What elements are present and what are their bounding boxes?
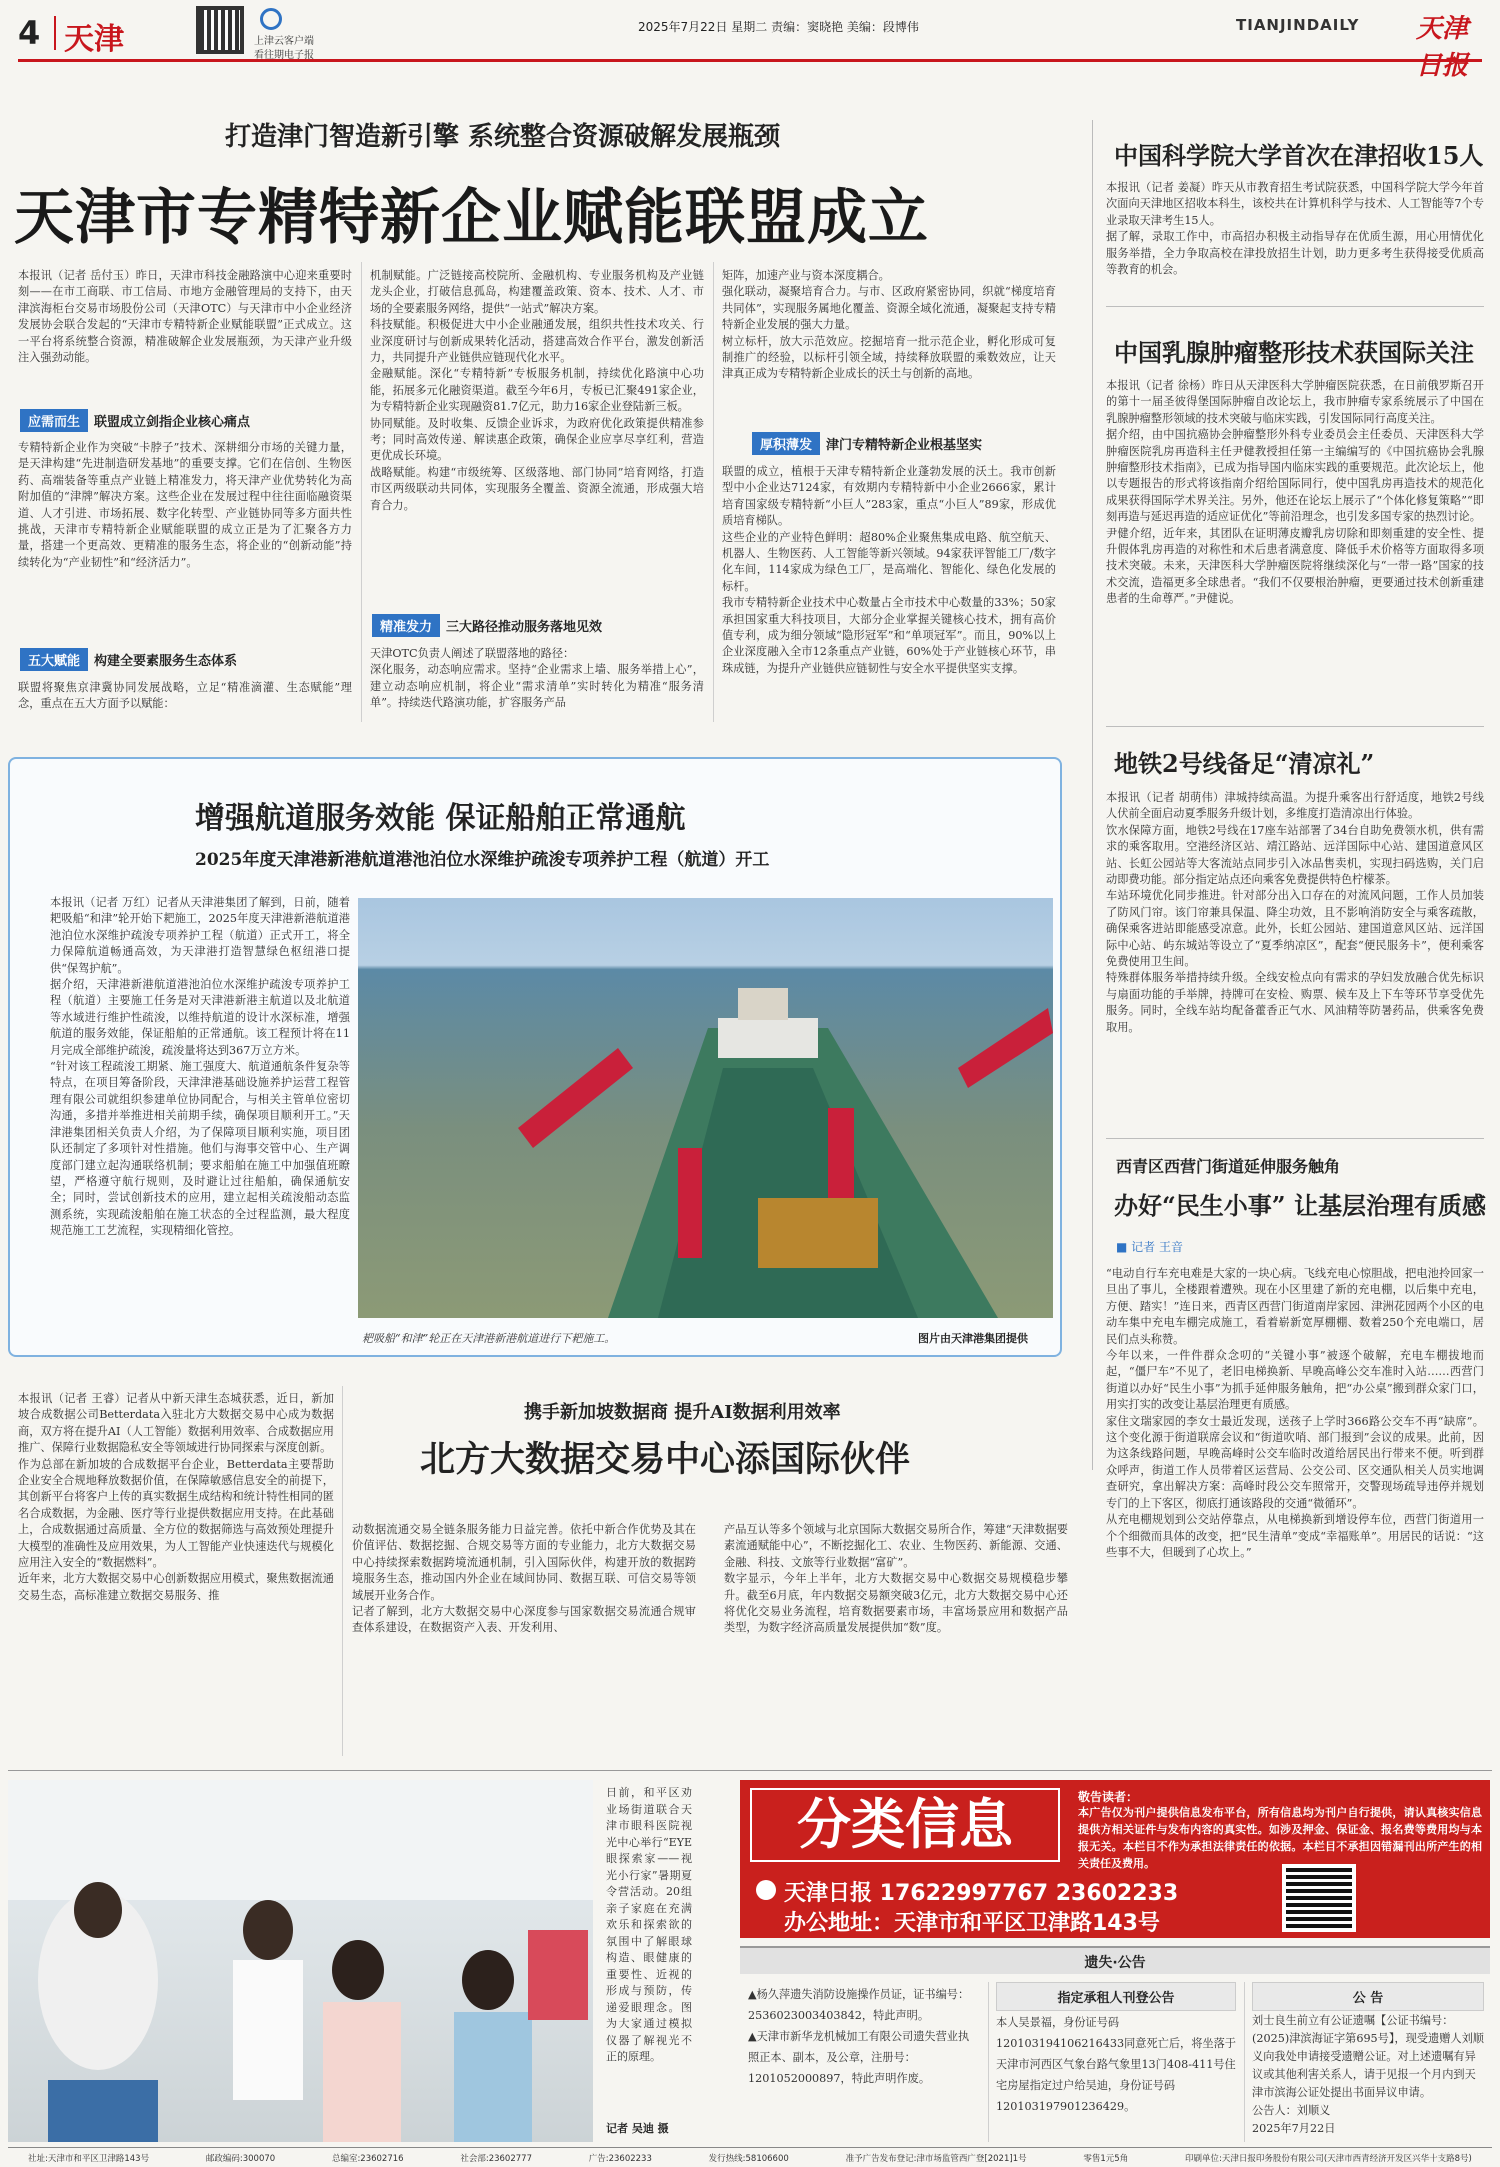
lead-subhead-3: 精准发力 三大路径推动服务落地见效 — [372, 614, 602, 637]
subhead-tag: 五大赋能 — [20, 648, 88, 671]
bigdata-col2: 动数据流通交易全链条服务能力日益完善。依托中新合作优势及其在价值评估、数据挖掘、合规交易等方面的专业能力，北方大数据交易中心持续探索数据跨境流通机制，引入国际伙伴，构建开放的数据跨境服务生态，推动国内外企业在域间协同、数据互联、可信交易等领域展开业务合作。 记者了解到，北方大数据交易中心深度参与国家数据交易流通合规审查体系建设，在数据资产入表、开发利用、 — [352, 1523, 696, 1635]
right2-body: 本报讯（记者 徐杨）昨日从天津医科大学肿瘤医院获悉，在日前俄罗斯召开的第十一届圣彼得堡国际肿瘤自改论坛上，我市肿瘤专家系统展示了中国在乳腺肿瘤整形领域的技术突破与临床实践，引发国际同行高度关注。 据介绍，由中国抗癌协会肿瘤整形外科专业委员会主任委员、天津医科大学肿瘤医院乳房再造科主任尹健教授担任第一主编编写的《中国抗癌协会乳腺肿瘤整形技术指南》，已成为指导国内临床实践的重要规范。此次论坛上，他以专题报告的形式将该指南介绍给国际同行，使中国乳房再造技术的规范化成果获得国际学术界关注。另外，他还在论坛上展示了“个体化修复策略”“即刻再造与延迟再造的适应证优化”等前沿理念，也引发多国专家的热烈讨论。 尹健介绍，近年来，其团队在证明薄皮瓣乳房切除和即刻重建的安全性、提升假体乳房再造的对称性和术后患者满意度、降低手术价格等方面取得多项技术突破。未来，天津医科大学肿瘤医院将继续深化与“一带一路”国家的技术交流，造福更多全球患者。“我们不仅要根治肿瘤，更要通过技术创新重建患者的生命尊严。”尹健说。 — [1106, 379, 1484, 606]
photo2-byline: 记者 吴迪 摄 — [606, 2122, 669, 2135]
phone-icon — [756, 1880, 776, 1900]
lead-col1-intro: 本报讯（记者 岳付玉）昨日，天津市科技金融路演中心迎来重要时刻——在市工商联、市工信局、市地方金融管理局的支持下，由天津滨海柜台交易市场股份公司（天津OTC）与天津市中小企业经济发展协会联合发起的“天津市专精特新企业赋能联盟”正式成立。这一平台将系统整合资源，精准破解企业发展瓶颈，为天津产业升级注入强劲动能。 — [18, 269, 352, 365]
lead-col3-body: 矩阵，加速产业与资本深度耦合。 强化联动，凝聚培育合力。与市、区政府紧密协同，织就“梯度培育共同体”，实现服务属地化覆盖、资源全域化流通，凝聚起支持专精特新企业发展的强大力量。 树立标杆，放大示范效应。挖掘培育一批示范企业，孵化形成可复制推广的经验，以标杆引领全域，持续释放联盟的乘数效应，让天津真正成为专精特新企业成长的沃土与创新的高地。 — [722, 269, 1056, 381]
qr-caption-2: 看往期电子报 — [254, 50, 314, 61]
page-footer — [8, 2147, 1492, 2167]
address-line: 办公地址：天津市和平区卫津路143号 — [784, 1911, 1160, 1936]
bigdata-col3: 产品互认等多个领域与北京国际大数据交易所合作，筹建“天津数据要素流通赋能中心”，不断挖掘化工、农业、生物医药、新能源、交通、金融、科技、文旅等行业数据“富矿”。 数字显示，今年上半年，北方大数据交易中心数据交易规模稳步攀升。截至6月底，年内数据交易额突破3亿元，北方大数据交易中心还将优化交易业务流程，培育数据要素市场，丰富场景应用和数据产品类型，为数字经济高质量发展提供加“数”度。 — [724, 1523, 1068, 1635]
notice-text: 本广告仅为刊户提供信息发布平台，所有信息均为刊户自行提供，请认真核实信息提供方相关证件与发布内容的真实性。如涉及押金、保证金、报名费等费用均与本报无关。本栏目不作为承担法律责任的依据。本栏目不承担因错漏刊出所产生的相关责任及费用。 — [1078, 1806, 1482, 1870]
lead-col1-tail: 联盟将聚焦京津冀协同发展战略，立足“精准滴灌、生态赋能”理念，重点在五大方面予以赋能： — [18, 681, 352, 711]
right3-body: 本报讯（记者 胡萌伟）津城持续高温。为提升乘客出行舒适度，地铁2号线人伏前全面启动夏季服务升级计划，多维度打造清凉出行体验。 饮水保障方面，地铁2号线在17座车站部署了34台自助免费领水机，供有需求的乘客取用。空港经济区站、靖江路站、远洋国际中心站、建国道意风区站、长虹公园站等大客流站点同步引入冰品售卖机，实现扫码选购，关门启动即费功能。部分指定站点还向乘客免费提供特色柠檬茶。 车站环境优化同步推进。针对部分出入口存在的对流风问题，工作人员加装了防风门帘。该门帘兼具保温、降尘功效，且不影响消防安全与乘客疏散，确保乘客进站即能感受凉意。此外，长虹公园站、建国道意风区站、远洋国际中心站、屿东城站等设立了“夏季纳凉区”，配套“便民服务卡”，便利乘客免费使用卫生间。 特殊群体服务举措持续升级。全线安检点向有需求的孕妇发放融合优先标识与扇面功能的手举牌，持牌可在安检、购票、候车及上下车等环节享受优先服务。同时，全线车站均配备藿香正气水、风油精等防暑药品，供乘客免费取用。 — [1106, 791, 1484, 1034]
lead-col2-body: 机制赋能。广泛链接高校院所、金融机构、专业服务机构及产业链龙头企业，打破信息孤岛，构建覆盖政策、资本、技术、人才、市场的全要素服务网络，提供“一站式”解决方案。 科技赋能。积极促进大中小企业融通发展，组织共性技术攻关、行业深度研讨与创新成果转化活动，搭建高效合作平台，激发创新活力，共同提升产业链供应链现代化水平。 金融赋能。深化“专精特新”专板服务机制，持续优化路演中心功能，拓展多元化融资渠道。截至今年6月，专板已汇聚491家企业，为专精特新企业实现融资81.7亿元，助力16家企业登陆新三板。 协同赋能。及时收集、反馈企业诉求，为政府优化政策提供精准参考；同时高效传递、解读惠企政策，确保企业应享尽享红利，营造更优成长环境。 战略赋能。构建“市级统筹、区级落地、部门协同”培育网络，打造市区两级联动共同体，实现服务全覆盖、资源全流通，形成强大培育合力。 — [370, 269, 704, 512]
right4-headline: 办好“民生小事” 让基层治理有质感 — [1114, 1191, 1486, 1220]
footer-item: 社址:天津市和平区卫津路143号 — [28, 2153, 150, 2164]
qr-caption-1: 上津云客户端 — [254, 36, 314, 47]
dredger-ship-icon — [358, 898, 1053, 1318]
lead-kicker: 打造津门智造新引擎 系统整合资源破解发展瓶颈 — [225, 122, 781, 152]
children-photo-icon — [8, 1780, 593, 2142]
lead-col3-tail: 联盟的成立，植根于天津专精特新企业蓬勃发展的沃土。我市创新型中小企业达7124家，有效期内专精特新中小企业2666家，累计培育国家级专精特新“小巨人”283家，重点“小巨人”89家，形成优质培育梯队。 这些企业的产业特色鲜明：超80%企业聚焦集成电路、航空航天、机器人、生物医药、人工智能等新兴领域。94家获评智能工厂/数字化车间，114家成为绿色工厂，是高端化、智能化、绿色化发展的标杆。 我市专精特新企业技术中心数量占全市技术中心数量的33%；50家承担国家重大科技项目，大部分企业掌握关键核心技术，拥有高价值专利，成为细分领域“隐形冠军”和“单项冠军”。而且，90%以上企业深度融入全市12条重点产业链，60%处于产业链核心环节，串珠成链，为提升产业链供应链韧性与安全水平提供坚实支撑。 — [722, 465, 1056, 675]
footer-item: 零售1元5角 — [1083, 2153, 1129, 2164]
footer-item: 邮政编码:300070 — [205, 2153, 276, 2164]
footer-item: 发行热线:58106600 — [708, 2153, 789, 2164]
right4-kicker: 西青区西营门街道延伸服务触角 — [1116, 1157, 1341, 1176]
feature-subhead: 2025年度天津港新港航道港池泊位水深维护疏浚专项养护工程（航道）开工 — [195, 850, 770, 870]
paper-logo: 天津日报 — [1416, 14, 1469, 81]
page-number: 4 — [18, 14, 41, 52]
lead-headline: 天津市专精特新企业赋能联盟成立 — [14, 183, 929, 253]
right4-body: “电动自行车充电难是大家的一块心病。飞线充电心惊胆战，把电池拎回家一旦出了事儿，全楼跟着遭殃。现在小区里建了新的充电棚，以后集中充电，方便、踏实！”连日来，西青区西营门街道南岸家园、津洲花园两个小区的电动车集中充电车棚完成施工，看着崭新宽厚棚棚、数着250个充电端口，居民们点头称赞。 今年以来，一件件群众念叨的“关键小事”被逐个破解，充电车棚拔地而起，“僵尸车”不见了，老旧电梯换新、早晚高峰公交车准时入站……西营门街道以办好“民生小事”为抓手延伸服务触角，把“办公桌”搬到群众家门口，用实打实的改变让基层治理更有质感。 家住文瑞家园的李女士最近发现，送孩子上学时366路公交车不再“缺席”。这个变化源于街道联席会议和“街道吹哨、部门报到”会议的成果。此前，因为这条线路问题，早晚高峰时公交车临时改道给居民出行带来不便。听到群众呼声，街道工作人员带着区运营局、公交公司、区交通队相关人员实地调查研究，拿出解决方案：高峰时段公交车照常开，交警现场疏导违停并规划专门的上下客区，彻底打通该路段的交通“微循环”。 从充电棚规划到公交站停靠点，从电梯换新到增设停车位，西营门街道用一个个细微而具体的改变，把“民生清单”变成“幸福账单”。用居民的话说：“这些事不大，但暖到了心坎上。” — [1106, 1267, 1484, 1559]
lease-notice: 本人吴景福，身份证号码120103194106216433同意死亡后，将坐落于天津市河西区气象台路气象里13门408-411号住宅房屋指定过户给吴迪，身份证号码120103197901236429。 — [996, 2016, 1236, 2113]
lost-ads: ▲杨久萍遗失消防设施操作员证，证书编号：2536023003403842，特此声明。 ▲天津市新华龙机械加工有限公司遗失营业执照正本、副本，及公章，注册号：1201052000897，特此声明作废。 — [748, 1988, 970, 2085]
will-notice: 刘士良生前立有公证遗嘱【公证书编号：(2025)津滨海证字第695号】，现受遗赠人刘顺义向我处申请接受遗赠公证。对上述遗嘱有异议或其他利害关系人，请于见报一个月内到天津市滨海公证处提出书面异议申请。 公告人：刘顺义 2025年7月22日 — [1252, 2014, 1484, 2135]
footer-item: 准予广告发布登记:津市场监管西广登[2021]1号 — [845, 2153, 1027, 2164]
photo-caption: 耙吸船“和津”轮正在天津港新港航道进行下耙施工。 — [362, 1332, 616, 1345]
ad-heading: 指定承租人刊登公告 — [996, 1982, 1236, 2011]
footer-item: 印刷单位:天津日报印务股份有限公司(天津市西青经济开发区兴华十支路8号) — [1184, 2153, 1472, 2164]
right3-headline: 地铁2号线备足“清凉礼” — [1114, 749, 1375, 778]
footer-item: 广告:23602233 — [588, 2153, 652, 2164]
footer-item: 总编室:23602716 — [331, 2153, 404, 2164]
classified-qr-code-icon[interactable] — [1282, 1864, 1356, 1932]
photo-credit: 图片由天津港集团提供 — [918, 1332, 1028, 1345]
lead-col1-body: 专精特新企业作为突破“卡脖子”技术、深耕细分市场的关键力量，是天津构建“先进制造研发基地”的重要支撑。它们在信创、生物医药、高端装备等重点产业链上精准发力，将天津产业优势转化为高附加值的“津牌”解决方案。这些企业在发展过程中往往面临融资渠道、人才引进、市场拓展、数字化转型、产业链协同等多方面共性挑战，天津市专精特新企业赋能联盟的成立正是为了汇聚各方力量，搭建一个更高效、更精准的服务生态，将企业的“创新动能”持续转化为“产业韧性”和“经济活力”。 — [18, 441, 352, 569]
lost-notice-bar: 遗失·公告 — [740, 1946, 1490, 1974]
lead-subhead-1: 应需而生 联盟成立剑指企业核心痛点 — [20, 409, 250, 432]
lead-col2-tail: 天津OTC负责人阐述了联盟落地的路径： 深化服务，动态响应需求。坚持“企业需求上墙、服务举措上心”，建立动态响应机制，将企业“需求清单”实时转化为精准“服务清单”。持续迭代路演功能，扩容服务产品 — [370, 647, 704, 710]
right2-headline: 中国乳腺肿瘤整形技术获国际关注 — [1114, 338, 1474, 367]
header-divider — [54, 16, 56, 50]
photo2-caption: 日前，和平区劝业场街道联合天津市眼科医院视光中心举行“EYE眼探索家——视光小行家”暑期夏令营活动。20组亲子家庭在充满欢乐和探索欲的氛围中了解眼球构造、眼健康的重要性、近视的形成与预防，传递爱眼理念。图为大家通过模拟仪器了解视光不正的原理。 — [606, 1786, 692, 2063]
lead-subhead-2: 五大赋能 构建全要素服务生态体系 — [20, 648, 237, 671]
feature-box — [8, 757, 1062, 1357]
ad-heading: 公 告 — [1252, 1982, 1484, 2011]
phone-line: 天津日报 17622997767 23602233 — [784, 1881, 1179, 1906]
classified-title: 分类信息 — [750, 1788, 1060, 1862]
lead-subhead-4: 厚积薄发 津门专精特新企业根基坚实 — [752, 432, 982, 455]
paper-name-en: TIANJINDAILY — [1236, 16, 1360, 34]
eye-camp-photo — [8, 1780, 593, 2142]
app-logo-icon — [260, 8, 282, 30]
feature-headline: 增强航道服务效能 保证船舶正常通航 — [195, 801, 686, 836]
section-name: 天津 — [64, 22, 124, 57]
subhead-tag: 应需而生 — [20, 409, 88, 432]
subhead-tag: 厚积薄发 — [752, 432, 820, 455]
bigdata-headline: 北方大数据交易中心添国际伙伴 — [420, 1439, 911, 1480]
right4-byline: ■ 记者 王音 — [1116, 1240, 1183, 1254]
right1-body: 本报讯（记者 姜凝）昨天从市教育招生考试院获悉，中国科学院大学今年首次面向天津地区招收本科生，该校共在计算机科学与技术、人工智能等7个专业录取天津考生15人。 据了解，录取工作中，市高招办积极主动指导存在优质生源，用心用情优化服务举措，全力争取高校在津投放招生计划，助力更多考生获得接受优质高等教育的机会。 — [1106, 181, 1484, 277]
classified-panel — [740, 1780, 1490, 1938]
date-line: 2025年7月22日 星期二 责编：窦晓艳 美编：段博伟 — [638, 20, 919, 34]
page-header — [18, 0, 1482, 81]
subhead-tag: 精准发力 — [372, 614, 440, 637]
feature-body: 本报讯（记者 万红）记者从天津港集团了解到，日前，随着耙吸船“和津”轮开始下耙施工，2025年度天津港新港航道港池泊位水深维护疏浚专项养护工程（航道）正式开工，将全力保障航道畅通高效，为天津港打造智慧绿色枢纽港口提供“保驾护航”。 据介绍，天津港新港航道港池泊位水深维护疏浚专项养护工程（航道）主要施工任务是对天津港新港主航道以及北航道等水域进行维护性疏浚，以维持航道的设计水深标准，增强航道的服务效能，保证船舶的正常通航。该工程预计将在11月完成全部维护疏浚，疏浚量将达到367万立方米。 “针对该工程疏浚工期紧、施工强度大、航道通航条件复杂等特点，在项目筹备阶段，天津津港基础设施养护运营工程管理有限公司就组织参建单位协同配合，与相关主管单位密切沟通，多措并举推进相关前期手续，确保项目顺利开工。”天津港集团相关负责人介绍，为了保障项目顺利实施，项目团队还制定了多项针对性措施。他们与海事交管中心、生产调度部门建立起沟通联络机制；要求船舶在施工中加强值班瞭望，严格遵守航行规则，及时避让过往船舶，确保通航安全；同时，尝试创新技术的应用，建立起相关疏浚船动态监测系统，实现疏浚船舶在施工状态的全过程监测，最大程度规范施工工艺流程，实现精细化管控。 — [50, 896, 350, 1238]
notice-label: 敬告读者： — [1078, 1790, 1139, 1804]
footer-item: 社会部:23602777 — [460, 2153, 532, 2164]
dredger-photo — [358, 898, 1053, 1318]
bigdata-col1: 本报讯（记者 王睿）记者从中新天津生态城获悉，近日，新加坡合成数据公司Betterdata入驻北方大数据交易中心成为数据商，双方将在提升AI（人工智能）数据利用效率、合成数据应用推广、保障行业数据隐私安全等领域进行协同探索与深度创新。 作为总部在新加坡的合成数据平台企业，Betterdata主要帮助企业安全合规地释放数据价值，在保障敏感信息安全的前提下，其创新平台将客户上传的真实数据生成结构和统计特性相同的匿名合成数据，为金融、医疗等行业提供数据应用支持。在此基础上，合成数据通过高质量、全方位的数据筛选与高效预处理提升大模型的准确性及应用效果，为人工智能产业快速迭代与规模化应用注入安全的“数据燃料”。 近年来，北方大数据交易中心创新数据应用模式，聚焦数据流通交易生态，高标准建立数据交易服务、推 — [18, 1392, 334, 1602]
right1-headline: 中国科学院大学首次在津招收15人 — [1114, 141, 1484, 170]
qr-code-icon[interactable] — [196, 6, 244, 54]
bigdata-kicker: 携手新加坡数据商 提升AI数据利用效率 — [524, 1402, 841, 1423]
